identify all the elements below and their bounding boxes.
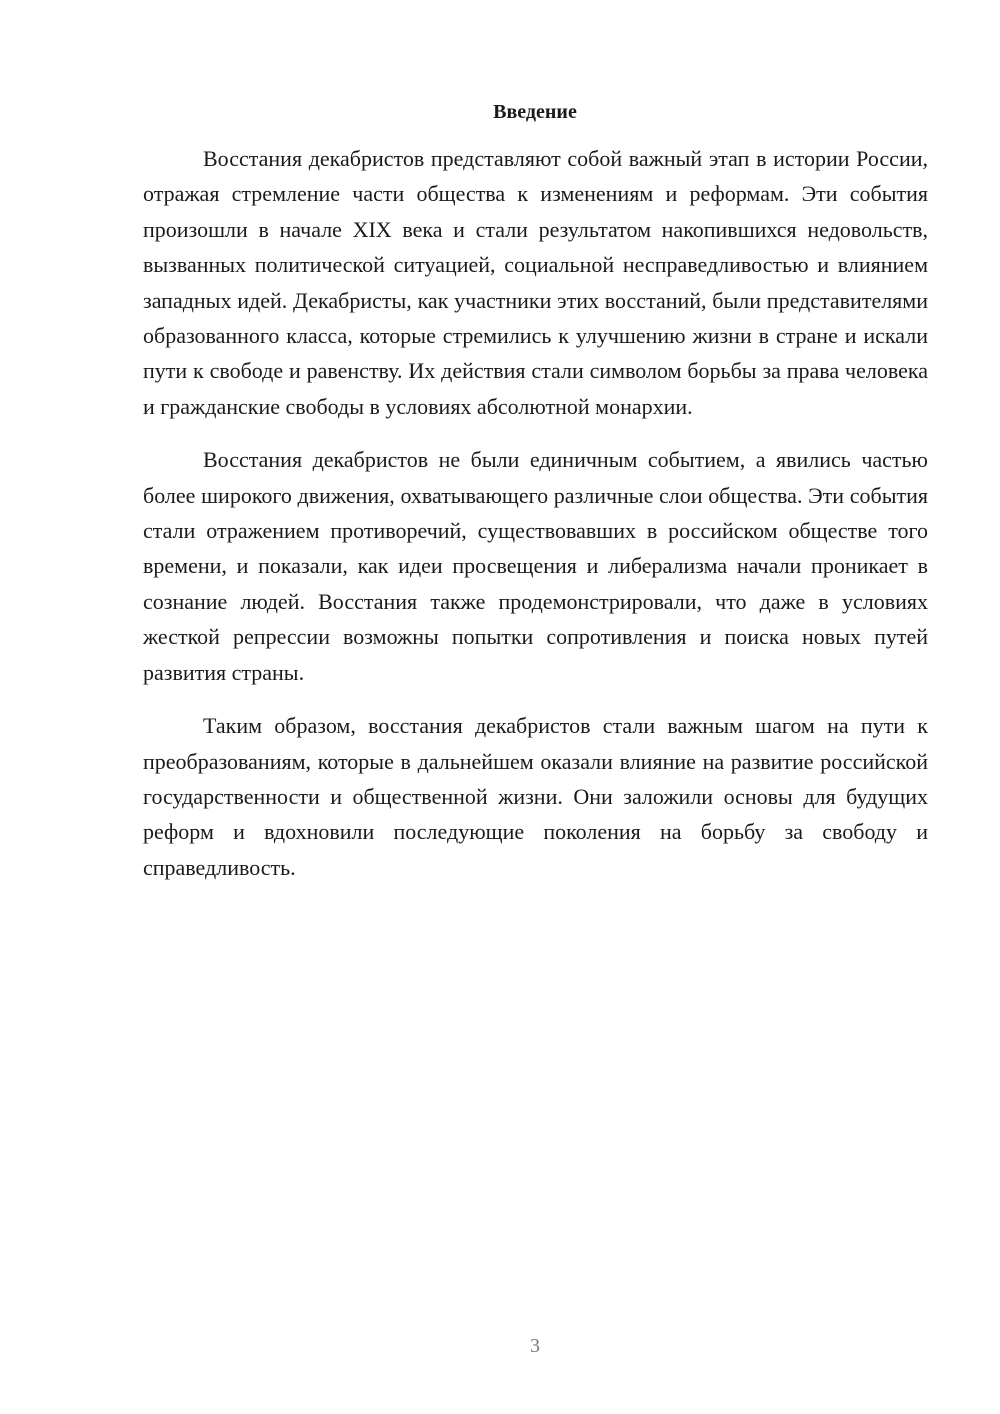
document-body (143, 141, 928, 885)
paragraph-1: Восстания декабристов представляют собой важный этап в истории России, отражая стремление части общества к изменениям и реформам. Эти события произошли в начале XIX века и стали результатом накопившихся недовольств, вызванных политической ситуацией, социальной несправедливостью и влиянием западных идей. Декабристы, как участники этих восстаний, были представителями образованного класса, которые стремились к улучшению жизни в стране и искали пути к свободе и равенству. Их действия стали символом борьбы за права человека и гражданские свободы в условиях абсолютной монархии. (143, 146, 928, 419)
paragraph-2: Восстания декабристов не были единичным событием, а явились частью более широкого движения, охватывающего различные слои общества. Эти события стали отражением противоречий, существовавших в российском обществе того времени, и показали, как идеи просвещения и либерализма начали проникает в сознание людей. Восстания также продемонстрировали, что даже в условиях жесткой репрессии возможны попытки сопротивления и поиска новых путей развития страны. (143, 447, 928, 685)
paragraph-3: Таким образом, восстания декабристов стали важным шагом на пути к преобразованиям, которые в дальнейшем оказали влияние на развитие российской государственности и общественной жизни. Они заложили основы для будущих реформ и вдохновили последующие поколения на борьбу за свободу и справедливость. (143, 713, 928, 880)
page-title: Введение (493, 101, 577, 123)
page-number: 3 (530, 1335, 540, 1357)
